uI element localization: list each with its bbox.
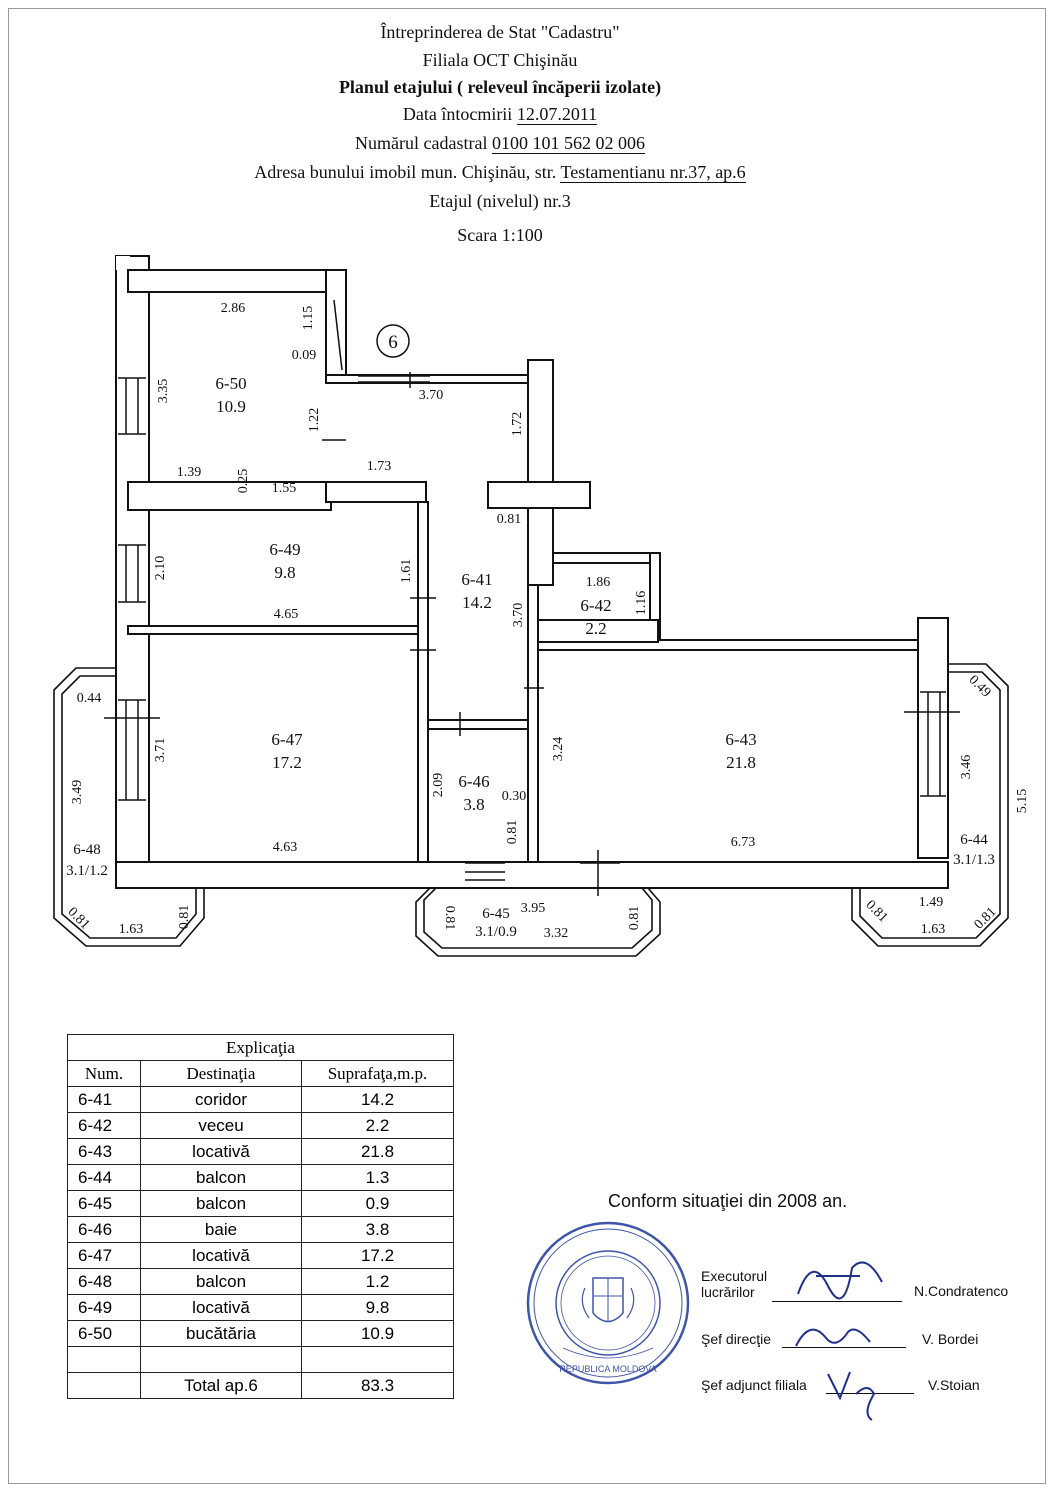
table-row	[68, 1191, 454, 1217]
branch-name: Filiala OCT Chişinău	[422, 50, 578, 70]
address-street: Testamentianu nr.37, ap.6	[560, 162, 746, 182]
table-row	[68, 1321, 454, 1347]
table-row	[68, 1269, 454, 1295]
dimension-label: 2.86	[220, 301, 246, 316]
cell-num: 6-45	[68, 1191, 141, 1217]
dimension-label: 3.24	[551, 736, 566, 762]
dimension-label: 1.61	[399, 558, 414, 584]
wall-west	[116, 256, 149, 888]
cell-destination: baie	[141, 1217, 302, 1243]
plan-walls	[116, 256, 948, 888]
table-row-empty	[68, 1347, 454, 1373]
cell-num: 6-43	[68, 1139, 141, 1165]
room-id-6-42: 6-42	[580, 596, 612, 615]
room-area-6-45: 3.1/0.9	[475, 924, 517, 940]
scale-line: Scara 1:100	[457, 225, 543, 245]
wall-kitchen-south	[128, 482, 331, 510]
room-area-6-50: 10.9	[216, 397, 246, 416]
room-id-6-49: 6-49	[269, 540, 301, 559]
signer-1-name: N.Condratenco	[914, 1283, 1009, 1299]
dimension-label: 1.72	[510, 411, 525, 437]
dimension-label: 0.25	[236, 468, 251, 494]
conform-note: Conform situaţiei din 2008 an.	[608, 1191, 848, 1211]
date-value: 12.07.2011	[516, 104, 598, 124]
wall-cross-pier	[488, 482, 590, 508]
stamp-text: REPUBLICA MOLDOVA	[559, 1364, 657, 1374]
room-area-6-49: 9.8	[274, 563, 296, 582]
cell-area: 21.8	[302, 1139, 454, 1165]
cell-area: 2.2	[302, 1113, 454, 1139]
column-header: Suprafaţa,m.p.	[302, 1061, 454, 1087]
cell-destination: bucătăria	[141, 1321, 302, 1347]
dimension-label: 3.70	[511, 602, 526, 628]
cell-area: 14.2	[302, 1087, 454, 1113]
dimension-label: 0.09	[291, 348, 317, 363]
dimension-label: 4.65	[273, 607, 299, 622]
cell-destination: locativă	[141, 1295, 302, 1321]
dimension-label: 5.15	[1015, 788, 1030, 814]
room-area-6-46: 3.8	[463, 795, 485, 814]
address-label: Adresa bunului imobil	[254, 162, 417, 182]
signer-3-name: V.Stoian	[928, 1377, 980, 1393]
cell-destination: balcon	[141, 1191, 302, 1217]
explication-title: Explicaţia	[68, 1035, 454, 1061]
table-row	[68, 1165, 454, 1191]
wall-corridor-east	[528, 360, 553, 585]
dimension-label: 3.35	[156, 378, 171, 404]
room-area-6-44: 3.1/1.3	[953, 852, 995, 868]
wall-corridor-west	[418, 502, 428, 862]
cell-area: 1.3	[302, 1165, 454, 1191]
room-id-6-48: 6-48	[73, 842, 101, 858]
address-value: mun. Chişinău, str.	[420, 162, 557, 182]
dimension-label: 0.81	[177, 904, 192, 930]
room-area-6-47: 17.2	[272, 753, 302, 772]
dimension-label: 1.63	[920, 922, 946, 937]
dimension-label: 1.39	[176, 465, 202, 480]
signature-2	[790, 1316, 880, 1356]
wall-bath-east	[528, 585, 538, 862]
table-row	[68, 1113, 454, 1139]
cell-num: 6-47	[68, 1243, 141, 1269]
signer-1-role	[701, 1268, 767, 1300]
floor-line: Etajul (nivelul) nr.3	[429, 191, 571, 211]
cell-num: 6-42	[68, 1113, 141, 1139]
document-title: Planul etajului ( releveul încăperii izolate)	[338, 77, 662, 97]
cell-area: 9.8	[302, 1295, 454, 1321]
dimension-label: 1.22	[307, 407, 322, 433]
dimension-label: 0.49	[965, 672, 994, 701]
date-label: Data întocmirii	[402, 104, 513, 124]
cell-destination: coridor	[141, 1087, 302, 1113]
room-area-6-48: 3.1/1.2	[66, 863, 108, 879]
cell-num: 6-46	[68, 1217, 141, 1243]
table-row	[68, 1295, 454, 1321]
dimension-label: 4.63	[272, 840, 298, 855]
table-row	[68, 1087, 454, 1113]
dimension-label: 0.81	[862, 897, 891, 926]
dimension-label: 0.81	[505, 819, 520, 845]
room-area-6-41: 14.2	[462, 593, 492, 612]
dimension-label: 1.73	[366, 459, 392, 474]
dimension-label: 3.95	[520, 901, 546, 916]
dimension-label: 0.81	[442, 905, 457, 931]
dimension-label: 2.09	[431, 772, 446, 798]
cell-num: 6-41	[68, 1087, 141, 1113]
signer-2-name: V. Bordei	[922, 1331, 979, 1347]
dimension-label: 1.49	[918, 895, 944, 910]
table-row	[68, 1139, 454, 1165]
wall-corridor-west-stub	[326, 482, 426, 502]
table-row	[68, 1217, 454, 1243]
dimension-label: 3.32	[543, 926, 569, 941]
signer-1-role-line2: lucrărilor	[701, 1284, 755, 1300]
room-area-6-43: 21.8	[726, 753, 756, 772]
org-name: Întreprinderea de Stat "Cadastru"	[380, 22, 620, 42]
dimension-label: 1.63	[118, 922, 144, 937]
wall-wc-north	[553, 553, 658, 563]
table-row	[68, 1243, 454, 1269]
wall-bath-north	[428, 720, 538, 729]
cell-num: 6-49	[68, 1295, 141, 1321]
wall-north-kitchen	[128, 270, 346, 292]
balcony-6-45-inner	[424, 888, 652, 948]
cell-num: 6-44	[68, 1165, 141, 1191]
cell-destination: balcon	[141, 1269, 302, 1295]
total-value: 83.3	[302, 1373, 454, 1399]
room-id-6-45: 6-45	[482, 906, 510, 922]
cell-destination: locativă	[141, 1139, 302, 1165]
explication-table	[67, 1034, 454, 1399]
cell-destination: locativă	[141, 1243, 302, 1269]
dimension-label: 0.81	[496, 512, 522, 527]
cell-num: 6-48	[68, 1269, 141, 1295]
cadastral-label: Numărul cadastral	[355, 133, 488, 153]
signer-3-role: Şef adjunct filiala	[701, 1377, 807, 1393]
cadastral-value: 0100 101 562 02 006	[491, 133, 645, 153]
room-id-6-44: 6-44	[960, 832, 988, 848]
cell-area: 10.9	[302, 1321, 454, 1347]
apartment-marker: 6	[388, 332, 398, 353]
cell-destination: balcon	[141, 1165, 302, 1191]
dimension-label: 6.73	[730, 835, 756, 850]
cell-area: 0.9	[302, 1191, 454, 1217]
cell-area: 17.2	[302, 1243, 454, 1269]
signer-1-role-line1: Executorul	[701, 1268, 768, 1284]
wall-room49-south	[128, 626, 428, 634]
room-id-6-43: 6-43	[725, 730, 757, 749]
dimension-label: 3.46	[959, 754, 974, 780]
dimension-label: 1.86	[585, 575, 611, 590]
dimension-label: 0.30	[501, 789, 527, 804]
cell-area: 3.8	[302, 1217, 454, 1243]
signature-3	[822, 1364, 902, 1424]
cell-area: 1.2	[302, 1269, 454, 1295]
wall-east	[918, 618, 948, 858]
signature-1	[790, 1246, 890, 1306]
room-id-6-47: 6-47	[271, 730, 303, 749]
dimension-label: 0.81	[64, 904, 93, 933]
dimension-label: 0.44	[76, 691, 102, 706]
cell-destination: veceu	[141, 1113, 302, 1139]
dimension-label: 1.15	[301, 305, 316, 331]
signer-2-role: Şef direcţie	[701, 1331, 772, 1347]
total-label: Total ap.6	[141, 1373, 302, 1399]
cell-num: 6-50	[68, 1321, 141, 1347]
table-total-row	[68, 1373, 454, 1399]
dimension-label: 3.71	[153, 737, 168, 763]
dimension-label: 3.70	[418, 388, 444, 403]
wall-south	[116, 862, 948, 888]
room-id-6-50: 6-50	[215, 374, 247, 393]
room-id-6-41: 6-41	[461, 570, 493, 589]
dimension-label: 0.81	[971, 904, 1000, 933]
dimension-label: 3.49	[70, 779, 85, 805]
column-header: Num.	[68, 1061, 141, 1087]
dimension-label: 1.16	[634, 590, 649, 616]
room-area-6-42: 2.2	[585, 619, 607, 638]
dimension-label: 0.81	[627, 905, 642, 931]
column-header: Destinaţia	[141, 1061, 302, 1087]
room-id-6-46: 6-46	[458, 772, 490, 791]
official-stamp	[523, 1218, 693, 1388]
dimension-label: 2.10	[153, 555, 168, 581]
dimension-label: 1.55	[271, 481, 297, 496]
